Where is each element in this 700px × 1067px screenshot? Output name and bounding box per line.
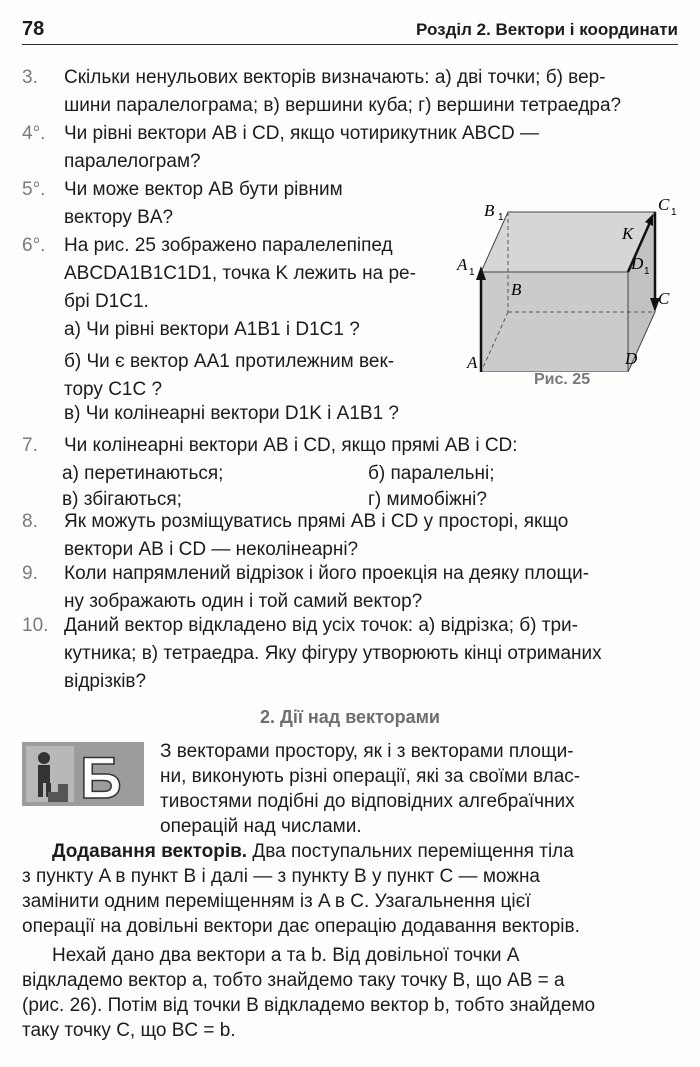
question-line: На рис. 25 зображено паралелепіпед xyxy=(64,235,393,256)
addition-line: операції на довільні вектори дає операцію додавання векторів. xyxy=(22,916,580,937)
label-B1: B xyxy=(484,201,495,220)
question-number: 10. xyxy=(22,615,49,636)
paragraph-line: відкладемо вектор a, тобто знайдемо таку точку B, що AB = a xyxy=(22,970,565,991)
question-3 xyxy=(22,64,682,120)
question-7 xyxy=(22,432,682,516)
section-title: 2. Дії над векторами xyxy=(259,707,441,727)
intro-line: тивостями подібні до відповідних алгебраїчних xyxy=(160,791,575,812)
subquestion-b: б) Чи є вектор AA1 протилежним век- xyxy=(64,351,395,372)
face-front xyxy=(481,272,628,372)
label-sub: 1 xyxy=(671,207,677,218)
addition-paragraph xyxy=(52,838,574,866)
label-sub: 1 xyxy=(469,267,475,278)
question-line: ABCDA1B1C1D1, точка K лежить на ре- xyxy=(64,263,416,284)
paragraph-line: таку точку C, що BC = b. xyxy=(22,1020,236,1041)
option-d: г) мимобіжні? xyxy=(368,489,487,510)
intro-line: операцій над числами. xyxy=(160,816,362,837)
question-line: брі D1C1. xyxy=(64,291,149,312)
question-line: вектори AB і CD — неколінеарні? xyxy=(64,539,359,560)
person-stairs-icon xyxy=(22,742,144,806)
question-number: 9. xyxy=(22,563,38,584)
label-sub: 1 xyxy=(498,212,504,223)
paragraph-line: (рис. 26). Потім від точки B відкладемо вектор b, тобто знайдемо xyxy=(22,995,596,1016)
question-line: Чи може вектор AB бути рівним xyxy=(64,179,343,200)
label-C: C xyxy=(658,289,670,308)
subquestion-b-cont: тору C1C ? xyxy=(64,379,163,400)
option-b: б) паралельні; xyxy=(368,463,495,484)
option-c: в) збігаються; xyxy=(62,489,182,510)
question-line: вектору BA? xyxy=(64,207,174,228)
question-4 xyxy=(22,120,682,176)
level-icon xyxy=(22,742,144,806)
question-5 xyxy=(22,176,462,232)
label-D: D xyxy=(625,349,638,368)
question-number: 5°. xyxy=(22,179,46,200)
label-K: K xyxy=(622,224,634,243)
question-8 xyxy=(22,508,682,564)
question-line: Чи рівні вектори AB і CD, якщо чотирикутник ABCD — xyxy=(64,123,539,144)
question-line: Як можуть розміщуватись прямі AB і CD у просторі, якщо xyxy=(64,511,569,532)
label-A: A xyxy=(467,353,478,372)
question-10 xyxy=(22,612,682,696)
question-line: Скільки ненульових векторів визначають: а) дві точки; б) вер- xyxy=(64,67,606,88)
question-number: 6°. xyxy=(22,235,46,256)
question-line: відрізків? xyxy=(64,671,147,692)
label-D1: D xyxy=(631,254,644,273)
level-letter: Б xyxy=(80,746,122,806)
label-C1: C xyxy=(658,195,670,214)
question-line: Даний вектор відкладено від усіх точок: а) відрізка; б) три- xyxy=(64,615,578,636)
question-line: Чи колінеарні вектори AB і CD, якщо прямі AB і CD: xyxy=(64,435,518,456)
figure-parallelepiped xyxy=(455,192,685,372)
addition-heading: Додавання векторів. xyxy=(52,841,248,862)
subquestion-c: в) Чи колінеарні вектори D1K і A1B1 ? xyxy=(64,403,399,424)
question-number: 7. xyxy=(22,435,38,456)
intro-line: З векторами простору, як і з векторами площи- xyxy=(160,741,574,762)
question-line: шини паралелограма; в) вершини куба; г) вершини тетраедра? xyxy=(64,95,622,116)
question-9 xyxy=(22,560,682,616)
question-line: Коли напрямлений відрізок і його проекція на деяку площи- xyxy=(64,563,590,584)
question-number: 4°. xyxy=(22,123,46,144)
question-line: паралелограм? xyxy=(64,151,201,172)
intro-line: ни, виконують різні операції, які за своїми влас- xyxy=(160,766,581,787)
addition-line: з пункту A в пункт B і далі — з пункту B у пункт C — можна xyxy=(22,866,541,887)
page-number: 78 xyxy=(22,18,45,40)
page-header xyxy=(22,14,678,45)
question-line: кутника; в) тетраедра. Яку фігуру утворюють кінці отриманих xyxy=(64,643,602,664)
addition-line: Два поступальних переміщення тіла xyxy=(247,841,574,862)
question-number: 8. xyxy=(22,511,38,532)
question-line: ну зображають один і той самий вектор? xyxy=(64,591,423,612)
subquestion-a: а) Чи рівні вектори A1B1 і D1C1 ? xyxy=(64,319,360,340)
option-a: а) перетинаються; xyxy=(62,463,224,484)
question-number: 3. xyxy=(22,67,38,88)
chapter-title: Розділ 2. Вектори і координати xyxy=(416,20,678,39)
label-B: B xyxy=(511,280,522,299)
paragraph-line: Нехай дано два вектори a та b. Від довільної точки A xyxy=(52,945,520,966)
label-A1: A xyxy=(457,255,468,274)
question-6 xyxy=(22,232,462,428)
addition-line: замінити одним переміщенням із A в C. Узагальнення цієї xyxy=(22,891,531,912)
label-sub: 1 xyxy=(644,266,650,277)
figure-caption: Рис. 25 xyxy=(534,371,591,388)
